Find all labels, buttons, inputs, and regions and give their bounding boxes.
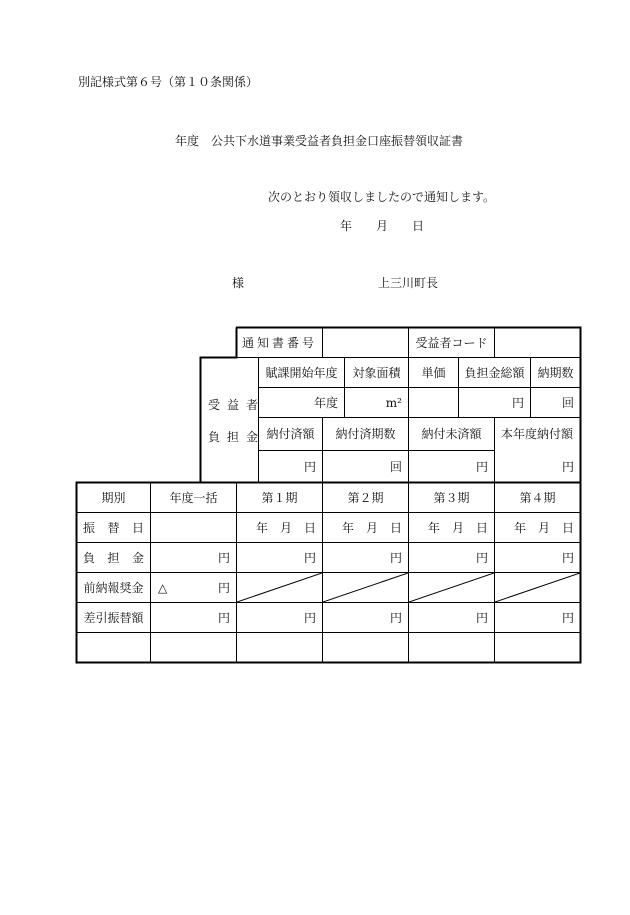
notice-number-value (322, 327, 409, 358)
this-year-payment-cell (494, 417, 581, 483)
target-area-label: 対象面積 (344, 357, 409, 388)
net-transfer-period-3: 円 (408, 602, 495, 633)
prepay-reward-period-1-slashed (236, 572, 323, 603)
net-transfer-period-1: 円 (236, 602, 323, 633)
net-transfer-period-4: 円 (494, 602, 581, 633)
blank-row-cell (494, 632, 581, 663)
levy-start-year-value: 年度 (258, 387, 345, 418)
net-transfer-lump-sum: 円 (150, 602, 237, 633)
slash-line (409, 573, 494, 602)
header-period-4: 第４期 (494, 482, 581, 513)
addressee-suffix: 様 (232, 276, 245, 290)
side-label-charge: 負担金 (208, 430, 266, 444)
issuer-name: 上三川町長 (378, 276, 439, 290)
blank-row-label (76, 632, 151, 663)
payer-code-label: 受益者コード (408, 327, 495, 358)
row-label-text: 負 担 金 (83, 550, 144, 565)
this-year-payment-value: 円 (561, 460, 574, 474)
transfer-date-period-1: 年 月 日 (236, 512, 323, 543)
blank-row-cell (322, 632, 409, 663)
total-charge-label: 負担金総額 (458, 357, 531, 388)
net-transfer-period-2: 円 (322, 602, 409, 633)
transfer-date-period-4: 年 月 日 (494, 512, 581, 543)
deduction-triangle-mark: △ (158, 581, 168, 595)
blank-row-cell (150, 632, 237, 663)
prepay-reward-period-2-slashed (322, 572, 409, 603)
total-charge-value: 円 (458, 387, 531, 418)
row-label-text: 振 替 日 (83, 520, 144, 535)
target-area-value: m² (344, 387, 409, 418)
row-label-charge (76, 542, 151, 573)
installments-value: 回 (530, 387, 581, 418)
charge-period-3: 円 (408, 542, 495, 573)
prepay-reward-unit: 円 (217, 581, 230, 595)
payer-code-value (494, 327, 581, 358)
slash-line (495, 573, 580, 602)
document-title: 年度 公共下水道事業受益者負担金口座振替領収証書 (175, 134, 464, 148)
header-period-3: 第３期 (408, 482, 495, 513)
unit-price-label: 単価 (408, 357, 459, 388)
side-label-payer: 受益者 (208, 398, 266, 412)
installments-label: 納期数 (530, 357, 581, 388)
blank-row-cell (408, 632, 495, 663)
header-period-2: 第２期 (322, 482, 409, 513)
charge-period-4: 円 (494, 542, 581, 573)
header-period-1: 第１期 (236, 482, 323, 513)
blank-row-cell (236, 632, 323, 663)
transfer-date-lump-sum (150, 512, 237, 543)
unpaid-amount-label: 納付未済額 (408, 417, 495, 451)
paid-count-value: 回 (322, 450, 409, 483)
notice-number-label: 通知書番号 (236, 327, 323, 358)
row-label-net-transfer: 差引振替額 (76, 602, 151, 633)
transfer-date-period-2: 年 月 日 (322, 512, 409, 543)
unit-price-value (408, 387, 459, 418)
slash-line (237, 573, 322, 602)
form-reference: 別記様式第６号（第１０条関係） (78, 75, 259, 89)
row-label-prepay-reward: 前納報奨金 (76, 572, 151, 603)
transfer-date-period-3: 年 月 日 (408, 512, 495, 543)
notice-text: 次のとおり領収しましたので通知します。 (268, 190, 496, 204)
side-label-cell (200, 357, 266, 483)
row-label-transfer-date (76, 512, 151, 543)
unpaid-amount-value: 円 (408, 450, 495, 483)
issue-date: 年 月 日 (340, 219, 425, 233)
this-year-payment-label: 本年度納付額 (501, 427, 574, 441)
levy-start-year-label: 賦課開始年度 (258, 357, 345, 388)
charge-period-1: 円 (236, 542, 323, 573)
charge-lump-sum: 円 (150, 542, 237, 573)
slash-line (323, 573, 408, 602)
header-lump-sum: 年度一括 (150, 482, 237, 513)
header-period: 期別 (76, 482, 151, 513)
prepay-reward-lump-sum (150, 572, 237, 603)
prepay-reward-period-3-slashed (408, 572, 495, 603)
paid-amount-value: 円 (258, 450, 323, 483)
charge-period-2: 円 (322, 542, 409, 573)
paid-count-label: 納付済期数 (322, 417, 409, 451)
prepay-reward-period-4-slashed (494, 572, 581, 603)
paid-amount-label: 納付済額 (258, 417, 323, 451)
